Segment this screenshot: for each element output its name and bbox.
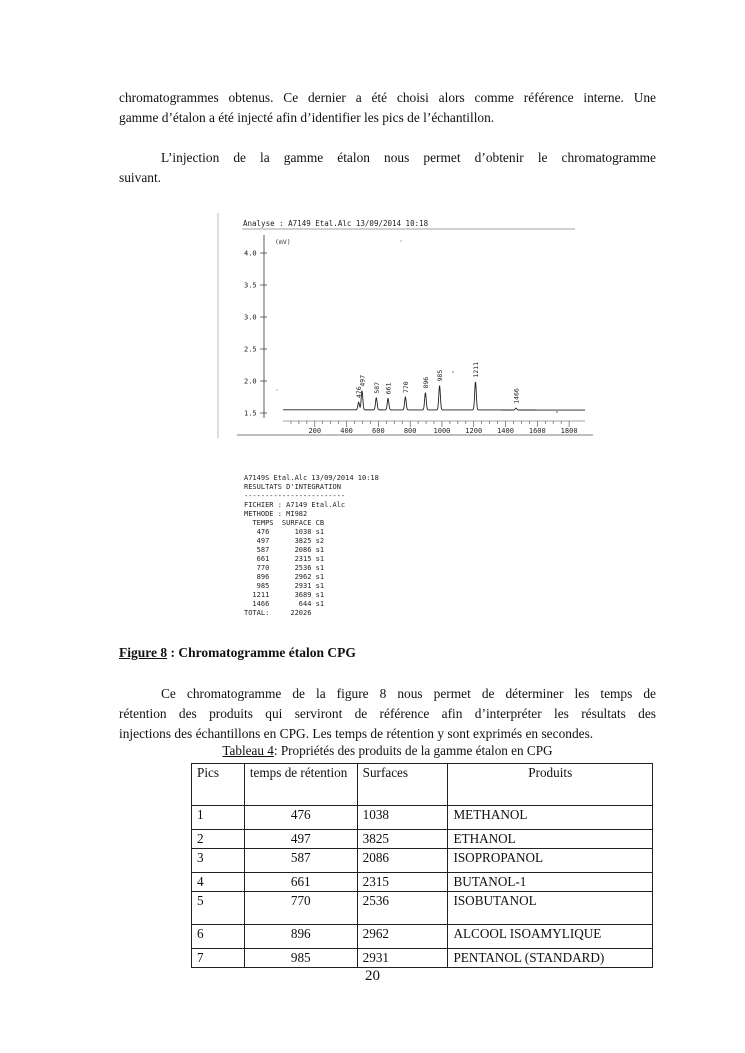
table-caption-text: : Propriétés des produits de la gamme étalon en CPG bbox=[273, 743, 553, 758]
x-tick-label: 1400 bbox=[497, 427, 514, 435]
cell-product: ETHANOL bbox=[448, 830, 653, 849]
peak-labels bbox=[355, 362, 520, 404]
peak-label: 587 bbox=[372, 381, 381, 394]
results-line: 587 2086 s1 bbox=[244, 546, 325, 554]
table-header-row bbox=[192, 764, 653, 806]
cell-surface: 2086 bbox=[357, 849, 448, 873]
para3-line-3: injections des échantillons en CPG. Les temps de rétention y sont exprimés en secondes. bbox=[119, 726, 594, 741]
cell-pic: 7 bbox=[192, 949, 245, 968]
figure-caption bbox=[119, 645, 356, 661]
para3-line-2: rétention des produits qui serviront de référence afin d’interpréter les résultats des bbox=[119, 706, 656, 721]
chromatogram-trace bbox=[283, 382, 585, 410]
cell-surface: 3825 bbox=[357, 830, 448, 849]
page-number: 20 bbox=[365, 968, 380, 984]
y-tick-label: 3.0 bbox=[244, 313, 257, 322]
cell-product: ISOBUTANOL bbox=[448, 892, 653, 925]
y-ticks bbox=[244, 250, 267, 418]
table-row bbox=[192, 925, 653, 949]
intro-para2-line-1: L’injection de la gamme étalon nous permet d’obtenir le chromatogramme bbox=[161, 150, 656, 165]
table-caption bbox=[119, 743, 656, 759]
x-ticks bbox=[283, 421, 585, 435]
header-retention bbox=[244, 764, 357, 806]
cell-retention: 661 bbox=[244, 873, 357, 892]
explanation-paragraph bbox=[119, 684, 656, 744]
cell-surface: 2931 bbox=[357, 949, 448, 968]
results-line: FICHIER : A7149 Etal.Alc bbox=[244, 501, 346, 509]
table-row bbox=[192, 892, 653, 925]
cell-retention: 497 bbox=[244, 830, 357, 849]
results-line: METHODE : MI982 bbox=[244, 510, 308, 518]
header-surfaces: Surfaces bbox=[357, 764, 448, 806]
cell-surface: 2536 bbox=[357, 892, 448, 925]
cell-retention: 985 bbox=[244, 949, 357, 968]
header-pics: Pics bbox=[192, 764, 245, 806]
x-tick-label: 200 bbox=[308, 427, 322, 435]
x-tick-label: 1200 bbox=[465, 427, 483, 435]
figure-caption-text: : Chromatogramme étalon CPG bbox=[167, 645, 356, 660]
results-line: 661 2315 s1 bbox=[244, 555, 325, 563]
y-unit-label: (mV) bbox=[275, 238, 291, 246]
x-tick-label: 1600 bbox=[528, 427, 546, 435]
figure-label: Figure 8 bbox=[119, 645, 168, 660]
y-tick-label: 1.5 bbox=[244, 409, 257, 418]
peak-label: 985 bbox=[436, 369, 445, 382]
x-tick-label: 400 bbox=[340, 427, 353, 435]
y-tick-label: 3.5 bbox=[244, 281, 257, 290]
results-line: 476 1038 s1 bbox=[244, 528, 325, 536]
results-line: ------------------------ bbox=[244, 492, 346, 500]
cell-retention: 896 bbox=[244, 925, 357, 949]
y-tick-label: 2.0 bbox=[244, 377, 257, 386]
header-retention-text: temps de rétention bbox=[249, 765, 348, 780]
intro-paragraph-2 bbox=[119, 148, 656, 188]
peak-label: 1466 bbox=[512, 388, 521, 404]
results-lines bbox=[244, 474, 444, 618]
cell-pic: 2 bbox=[192, 830, 245, 849]
peak-label: 497 bbox=[358, 374, 367, 387]
properties-table bbox=[191, 763, 653, 968]
cell-pic: 1 bbox=[192, 806, 245, 830]
cell-pic: 4 bbox=[192, 873, 245, 892]
peak-label: 661 bbox=[384, 382, 393, 395]
header-produits: Produits bbox=[448, 764, 653, 806]
integration-results bbox=[244, 474, 444, 624]
table-row bbox=[192, 949, 653, 968]
chromatogram-header: Analyse : A7149 Etal.Alc 13/09/2014 10:18 bbox=[243, 219, 429, 228]
y-tick-label: 4.0 bbox=[244, 249, 257, 258]
cell-retention: 770 bbox=[244, 892, 357, 925]
x-tick-label: 1000 bbox=[433, 427, 451, 435]
intro-paragraph bbox=[119, 88, 656, 128]
chromatogram-chart bbox=[215, 213, 600, 441]
results-line: RESULTATS D'INTEGRATION bbox=[244, 483, 341, 491]
peak-label: 476 bbox=[355, 386, 364, 399]
results-line: A7149S Etal.Alc 13/09/2014 10:18 bbox=[244, 474, 379, 482]
cell-surface: 1038 bbox=[357, 806, 448, 830]
cell-surface: 2962 bbox=[357, 925, 448, 949]
results-line: 985 2931 s1 bbox=[244, 582, 325, 590]
cell-product: METHANOL bbox=[448, 806, 653, 830]
intro-line-2: gamme d’étalon a été injecté afin d’identifier les pics de l’échantillon. bbox=[119, 110, 495, 125]
chromatogram-figure bbox=[215, 213, 600, 441]
table-row bbox=[192, 806, 653, 830]
results-line: 896 2962 s1 bbox=[244, 573, 325, 581]
cell-product: ALCOOL ISOAMYLIQUE bbox=[448, 925, 653, 949]
results-line: 497 3825 s2 bbox=[244, 537, 325, 545]
results-line: TEMPS SURFACE CB bbox=[244, 519, 325, 527]
para3-line-1: Ce chromatogramme de la figure 8 nous permet de déterminer les temps de bbox=[161, 686, 656, 701]
cell-product: ISOPROPANOL bbox=[448, 849, 653, 873]
peak-label: 896 bbox=[421, 376, 430, 389]
peak-label: 1211 bbox=[471, 361, 480, 378]
cell-retention: 476 bbox=[244, 806, 357, 830]
x-tick-label: 600 bbox=[372, 427, 385, 435]
table-row bbox=[192, 873, 653, 892]
cell-product: PENTANOL (STANDARD) bbox=[448, 949, 653, 968]
table-row bbox=[192, 849, 653, 873]
x-tick-label: 800 bbox=[403, 427, 417, 435]
x-tick-label: 1800 bbox=[560, 427, 578, 435]
results-line: 770 2536 s1 bbox=[244, 564, 325, 572]
intro-line-1: chromatogrammes obtenus. Ce dernier a été choisi alors comme référence interne. Une bbox=[119, 90, 656, 105]
peak-label: 770 bbox=[401, 381, 410, 393]
results-line: TOTAL: 22026 bbox=[244, 609, 312, 617]
cell-product: BUTANOL-1 bbox=[448, 873, 653, 892]
results-line: 1211 3689 s1 bbox=[244, 591, 325, 599]
cell-retention: 587 bbox=[244, 849, 357, 873]
y-tick-label: 2.5 bbox=[244, 345, 257, 354]
cell-pic: 3 bbox=[192, 849, 245, 873]
cell-surface: 2315 bbox=[357, 873, 448, 892]
cell-pic: 6 bbox=[192, 925, 245, 949]
cell-pic: 5 bbox=[192, 892, 245, 925]
results-line: 1466 644 s1 bbox=[244, 600, 325, 608]
intro-para2-line-2: suivant. bbox=[119, 170, 162, 185]
table-row bbox=[192, 830, 653, 849]
table-caption-label: Tableau 4 bbox=[222, 743, 274, 758]
